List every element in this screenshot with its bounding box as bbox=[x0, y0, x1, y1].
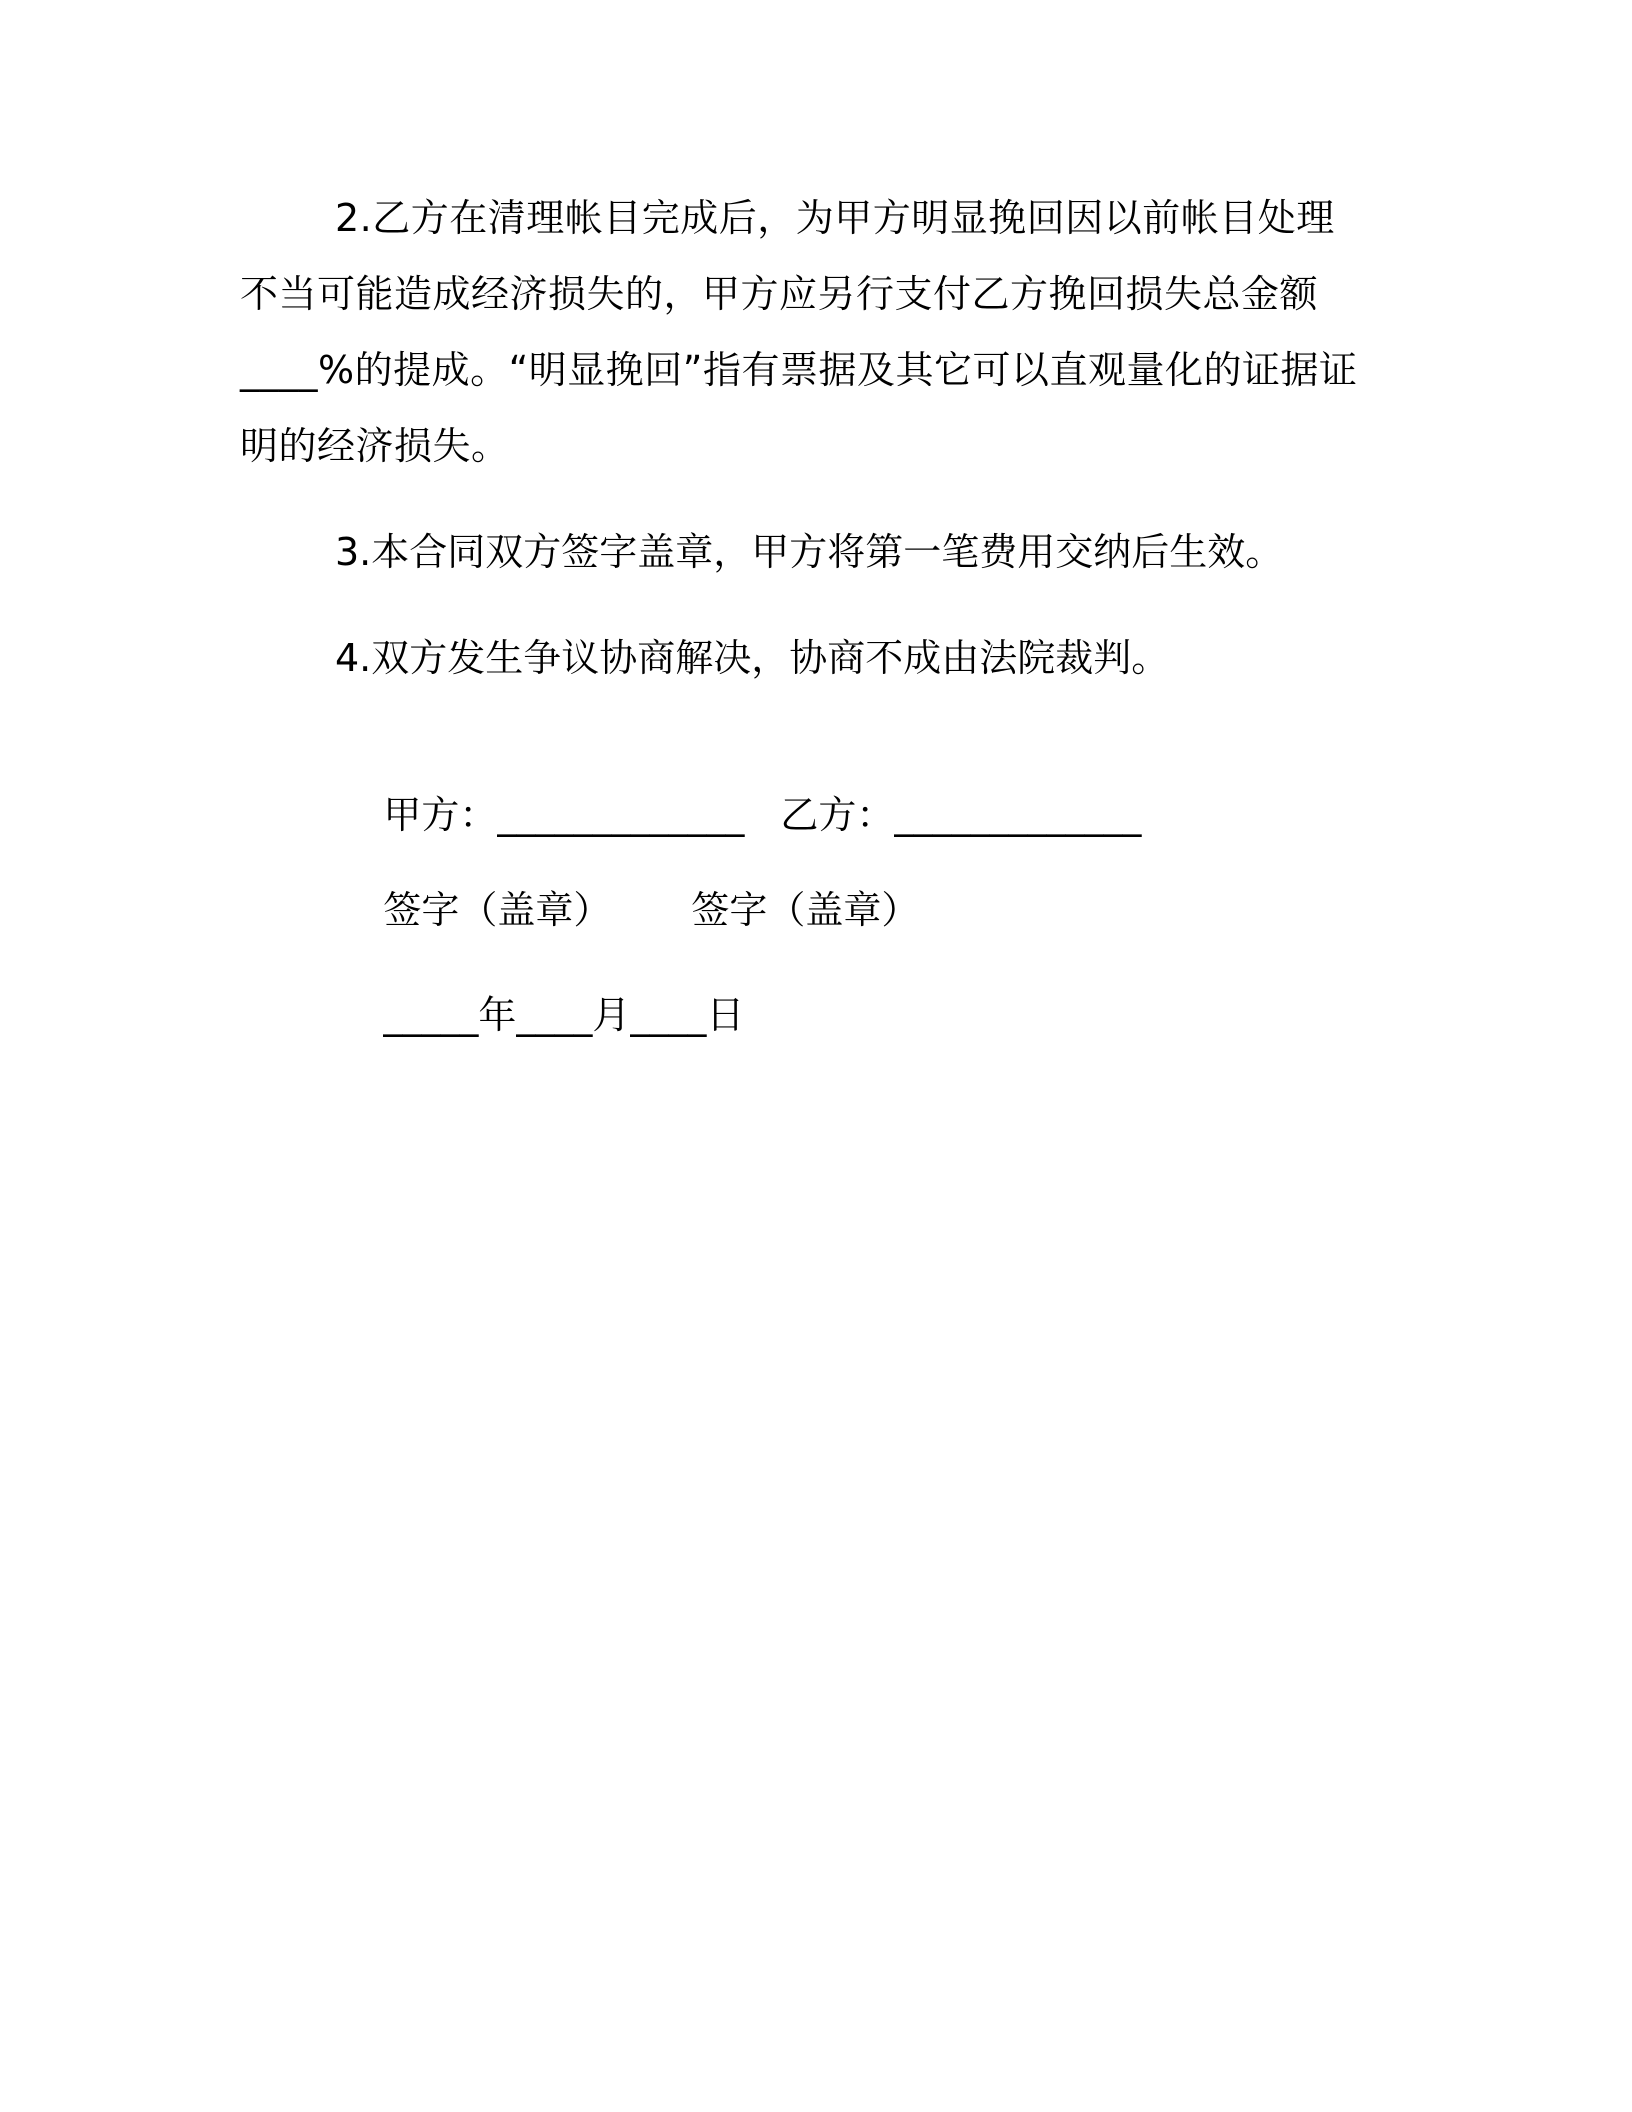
party-a-sign-label: 签字（盖章） bbox=[383, 888, 612, 932]
clause-3-paragraph: 3.本合同双方签字盖章，甲方将第一笔费用交纳后生效。 bbox=[335, 530, 1284, 574]
party-b-label: 乙方：_____________ bbox=[780, 793, 1142, 837]
party-a-label: 甲方：_____________ bbox=[383, 793, 745, 837]
date-field: _____年____月____日 bbox=[383, 993, 745, 1037]
clause-4-paragraph: 4.双方发生争议协商解决，协商不成由法院裁判。 bbox=[335, 636, 1170, 680]
date-line bbox=[335, 940, 744, 1090]
clause-2-paragraph: 2.乙方在清理帐目完成后，为甲方明显挽回因以前帐目处理不当可能造成经济损失的，甲方应另行支付乙方挽回损失总金额____%的提成。“明显挽回”指有票据及其它可以直观量化的证据证明的经济损失。 bbox=[240, 196, 1358, 468]
party-b-sign-label: 签字（盖章） bbox=[691, 888, 920, 932]
